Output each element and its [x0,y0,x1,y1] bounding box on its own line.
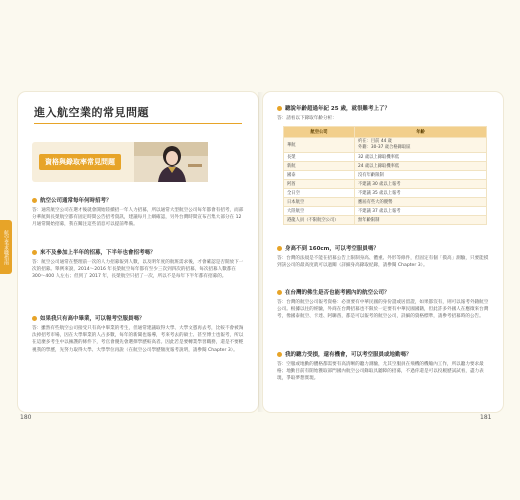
qa-item-2 [32,248,246,281]
bullet-icon [277,290,282,295]
airline-cell: 大陸航空 [284,207,355,216]
bullet-icon [32,316,37,321]
age-cell: 24 歲以上錄取機率低 [355,162,487,171]
bullet-icon [32,198,37,203]
bullet-icon [277,106,282,111]
question: 來不及參加上半年的招募，下半年也會招考嗎？ [32,248,246,256]
section-banner: 資格與錄取率常見問題 [39,154,121,170]
age-cell: 不建議 35 歲以上報考 [355,189,487,198]
airline-cell: 全日空 [284,189,355,198]
qa-item-1 [32,196,246,229]
bullet-icon [32,250,37,255]
table-row [284,138,487,153]
table-row [284,180,487,189]
qa-height [277,244,489,269]
bullet-icon [277,246,282,251]
answer: 答：請看以下錄取年齡分析： [277,116,337,121]
table-row [284,207,487,216]
flight-attendant-photo [134,142,208,182]
age-cell: 沒有年齡限制 [355,171,487,180]
table-row [284,162,487,171]
table-header: 航空公司 [284,127,355,138]
table-header-row [284,127,487,138]
age-table [283,126,487,225]
age-cell: 無年齡限制 [355,216,487,225]
page-title: 進入航空業的常見問題 [34,106,149,119]
answer: 答：通常航空公司在選才後就會開始陸續招一年人力招募，所以通常大型航空公司每年都會有招考，而部分華航與長榮航空都有固定時間公告招考資訊，建議每月上網確認，另外台灣時間宣布召集大部分在 12 月通常開始招募，我在關注這些消息可以提前準備。 [32,208,244,228]
bullet-icon [277,352,282,357]
airline-cell: 港龍人員（不限航空公司） [284,216,355,225]
answer: 答：空服或地勤的體格都需要有高清晰的聽力測驗，尤其空服員在飛機的機艙內工作，所以聽力要求最格；地勤目前有開始獲取部門國內航空公司錄取具聽障的招募，不過你還是可以投履歷試試看，盡力表現，爭取夢想實現。 [277,362,484,382]
airline-cell: 阿酋 [284,180,355,189]
question: 聽說年齡超過年紀 25 歲，就很難考上了？ [277,104,489,112]
answer: 答：台灣的法規是不能在招募公告上限制身高、體重、外形等條件，但固定有個「摸高」測驗，只要能摸到該公司的最高度就可以過關（詳細身高錄取紀錄，請參閱 Chapter 3）。 [277,256,489,269]
qa-age [277,104,489,122]
table-header: 年齡 [355,127,487,138]
age-cell: 不建議 37 歲以上報考 [355,207,487,216]
left-page [18,92,258,412]
answer: 答：航空公司通常在整理前一次的人力招募報到人數，以及明年度的航班需求後，才會確認是否開放下一次的招募。舉例來說，2014～2016 年長榮航空每年都有至少三次到四次的招募，每次招募人數都在 300～400 人左右；但到了 2017 年，長榮航空只招了一次，所以不是每年下半年都有招募的。 [32,260,244,280]
airline-cell: 長榮 [284,153,355,162]
airline-cell: 國泰 [284,171,355,180]
qa-nationality [277,288,489,321]
question: 如果我只有高中畢業，可以報考空服員嗎？ [32,314,246,322]
age-cell: 約在：目前 44 歲 外籍：30-37 歲合格錄取區 [355,138,487,153]
banner-label-wrap [32,142,128,182]
chapter-side-tab: 航空業求職指南 [0,220,12,274]
question: 我的聽力受損，還有機會，可以考空服員或地勤嗎？ [277,350,489,358]
question: 在台灣的佛生是否也能考國內的航空公司？ [277,288,489,296]
airline-cell: 華航 [284,138,355,153]
answer: 答：台灣的航空公司報考資格：必須要有中華民國的身份證或居留證，如果都沒有，則可以報考外籍航空公司。根據以往的經驗，外商在台灣招募也不限於一定要有中華民國國籍，但此許多外國人在應徵來台灣考，像國泰航空、卡達、阿聯酋，都是可以報考的航空公司，詳細的資格標準，請參考招募時的公告。 [277,300,489,320]
page-number: 180 [20,414,32,421]
airline-cell: 新航 [284,162,355,171]
answer: 答：雖然有些航空公司接受只有高中畢業的考生，但通常建議取得大學、大學文憑再去考，比較不會被淘汰掉招考市場，因在大學畢業的人占多數，每年的新聞也報導，考來考去的碩士、甚至博士也報考，所以在這麼多考生中以擁護的條件下，考官會優先會選擇學歷較高者。因此若是要轉業學習職務，還是不要輕視我的學歷，先努力取得大學、大學學位再說（在航空公司學歷額度報考說明，請參閱 Chapter 3）。 [32,326,244,353]
qa-hearing [277,350,489,383]
qa-item-3 [32,314,246,354]
table-row [284,189,487,198]
question: 航空公司通常每年何時招考？ [32,196,246,204]
right-page [263,92,503,412]
table-row [284,216,487,225]
age-cell: 應屆有些大的優勢 [355,198,487,207]
table-row [284,171,487,180]
title-divider [34,123,242,124]
age-cell: 32 歲以上錄取機率低 [355,153,487,162]
age-cell: 不建議 30 歲以上報考 [355,180,487,189]
question: 身高不到 160cm，可以考空服員嗎？ [277,244,489,252]
table-row [284,198,487,207]
page-number: 181 [480,414,492,421]
table-row [284,153,487,162]
airline-cell: 日本航空 [284,198,355,207]
